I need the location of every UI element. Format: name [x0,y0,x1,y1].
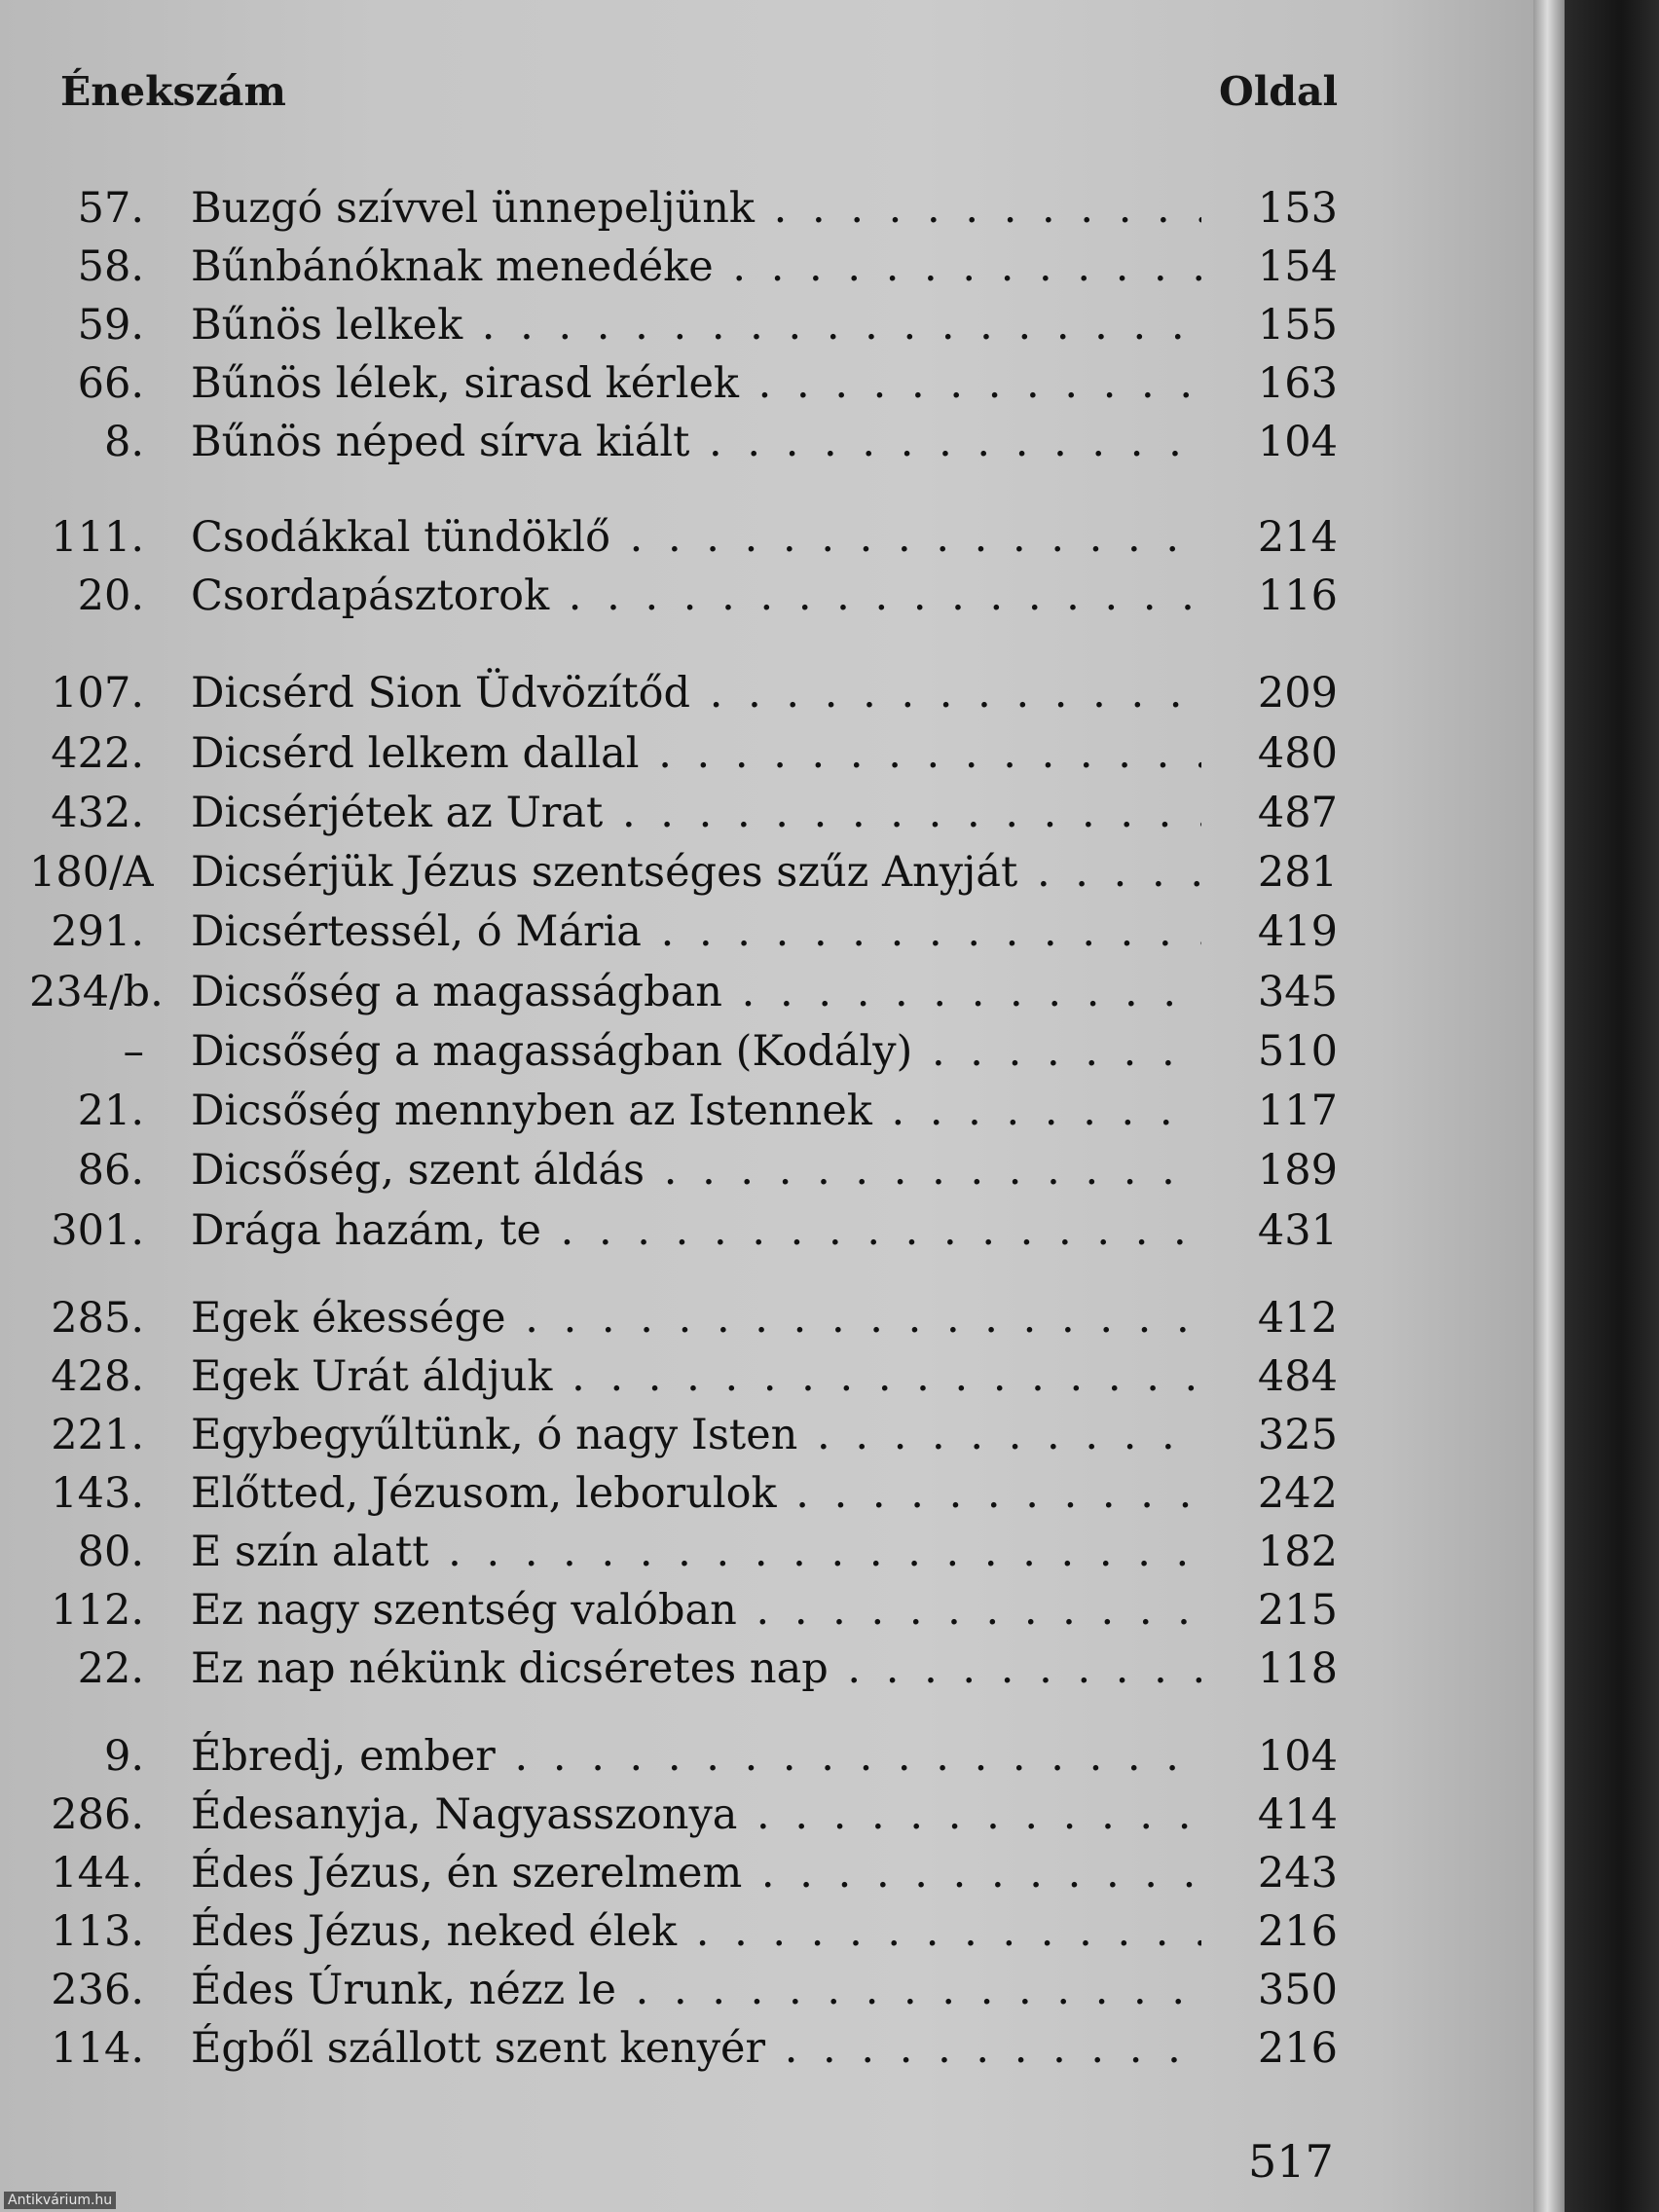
song-title: Drága hazám, te . . . [191,1202,1201,1259]
watermark: Antikvárium.hu [4,2192,116,2209]
page-number: 281 [1257,848,1338,897]
index-entry [0,1524,1533,1580]
column-header-page: Oldal [1219,68,1339,115]
song-title: Égből szállott szent kenyér . . . [191,2020,1201,2077]
song-title: Ez nagy szentség valóban . . . [191,1582,1201,1639]
song-number: 114. [51,2024,144,2073]
song-number: 432. [51,789,144,837]
page-number: 243 [1257,1849,1338,1898]
index-entry [0,964,1533,1020]
song-number: 422. [51,729,144,778]
page-number: 214 [1257,513,1338,562]
song-title: Bűnös lélek, sirasd kérlek . . . [191,355,1201,412]
index-entry [0,297,1533,353]
song-title: Édes Úrunk, nézz le . . . [191,1962,1201,2018]
index-entry [0,1787,1533,1843]
song-number: 285. [51,1294,144,1343]
page-number: 154 [1257,242,1338,291]
song-title: Dicsőség a magasságban . . . [191,964,1201,1020]
index-entry [0,1582,1533,1639]
page-number: 484 [1257,1352,1338,1401]
page-number: 104 [1257,1732,1338,1781]
song-number: 20. [77,571,144,620]
song-number: 59. [77,301,144,350]
index-entry [0,1903,1533,1960]
page-number: 419 [1257,907,1338,956]
song-title: Buzgó szívvel ünnepeljünk . . . [191,180,1201,237]
page-number: 431 [1257,1206,1338,1255]
index-entry [0,414,1533,470]
book-cover-edge [1565,0,1659,2212]
song-title: Csordapásztorok . . . [191,568,1201,624]
page-number: 412 [1257,1294,1338,1343]
song-number: 22. [77,1644,144,1693]
song-title: Egybegyűltünk, ó nagy Isten . . . [191,1407,1201,1463]
song-number: 301. [51,1206,144,1255]
page-number: 163 [1257,359,1338,408]
song-number: 107. [51,669,144,718]
song-title: Bűnös néped sírva kiált . . . [191,414,1201,470]
song-number: 143. [51,1469,144,1518]
page-number: 345 [1257,968,1338,1016]
song-number: 9. [103,1732,144,1781]
index-entry [0,2020,1533,2077]
page-number: 242 [1257,1469,1338,1518]
song-number: 113. [51,1907,144,1956]
page-folio-number: 517 [1248,2135,1334,2188]
song-title: Édes Jézus, neked élek . . . [191,1903,1201,1960]
song-title: Dicsérjétek az Urat . . . [191,785,1201,841]
index-entry [0,785,1533,841]
song-number: 21. [77,1087,144,1135]
index-entry [0,1348,1533,1405]
song-title: Bűnbánóknak menedéke . . . [191,239,1201,295]
page-number: 487 [1257,789,1338,837]
song-title: Dicsértessél, ó Mária . . . [191,903,1201,960]
page-number: 117 [1257,1087,1338,1135]
index-entry [0,355,1533,412]
song-number: – [123,1027,144,1076]
index-entry [0,239,1533,295]
song-title: Dicsőség mennyben az Istennek . . . [191,1083,1201,1139]
song-title: Ébredj, ember . . . [191,1728,1201,1785]
song-number: 236. [51,1966,144,2014]
index-entry [0,725,1533,782]
page-number: 189 [1257,1146,1338,1195]
index-entry [0,1962,1533,2018]
page-number: 155 [1257,301,1338,350]
song-title: Előtted, Jézusom, leborulok . . . [191,1465,1201,1522]
song-title: Dicsőség, szent áldás . . . [191,1142,1201,1198]
song-number: 428. [51,1352,144,1401]
song-number: 180/A [29,848,154,897]
page-number: 350 [1257,1966,1338,2014]
song-number: 111. [51,513,144,562]
page-number: 209 [1257,669,1338,718]
index-entry [0,180,1533,237]
index-entry [0,665,1533,721]
index-entry [0,509,1533,566]
song-number: 286. [51,1790,144,1839]
song-number: 66. [77,359,144,408]
index-entry [0,1641,1533,1697]
song-title: Egek ékessége . . . [191,1290,1201,1346]
song-title: Édes Jézus, én szerelmem . . . [191,1845,1201,1901]
index-entry [0,1202,1533,1259]
page-number: 414 [1257,1790,1338,1839]
index-entry [0,1290,1533,1346]
index-entry [0,1407,1533,1463]
song-title: E szín alatt . . . [191,1524,1201,1580]
index-entry [0,903,1533,960]
song-number: 221. [51,1411,144,1459]
page-number: 153 [1257,184,1338,233]
song-title: Csodákkal tündöklő . . . [191,509,1201,566]
song-number: 234/b. [29,968,164,1016]
index-entry [0,568,1533,624]
song-title: Egek Urát áldjuk . . . [191,1348,1201,1405]
index-entry [0,844,1533,901]
index-entry [0,1023,1533,1080]
song-title: Dicsérd Sion Üdvözítőd . . . [191,665,1201,721]
page-number: 216 [1257,1907,1338,1956]
song-number: 57. [77,184,144,233]
index-entry [0,1142,1533,1198]
page-number: 325 [1257,1411,1338,1459]
song-title: Dicsőség a magasságban (Kodály) . . . [191,1023,1201,1080]
page-number: 480 [1257,729,1338,778]
page-number: 116 [1257,571,1338,620]
song-number: 144. [51,1849,144,1898]
song-number: 8. [103,418,144,466]
song-number: 291. [51,907,144,956]
page-number: 104 [1257,418,1338,466]
song-title: Dicsérd lelkem dallal . . . [191,725,1201,782]
column-header-song-number: Énekszám [60,68,286,115]
index-entry [0,1728,1533,1785]
page-number: 118 [1257,1644,1338,1693]
index-entry [0,1083,1533,1139]
song-number: 80. [77,1528,144,1576]
page-number: 216 [1257,2024,1338,2073]
song-number: 86. [77,1146,144,1195]
index-entry [0,1845,1533,1901]
song-number: 58. [77,242,144,291]
song-number: 112. [51,1586,144,1635]
page-number: 215 [1257,1586,1338,1635]
song-title: Édesanyja, Nagyasszonya . . . [191,1787,1201,1843]
page-number: 510 [1257,1027,1338,1076]
index-entry [0,1465,1533,1522]
song-title: Ez nap nékünk dicséretes nap . . . [191,1641,1201,1697]
song-title: Bűnös lelkek . . . [191,297,1201,353]
page-edge [1533,0,1565,2212]
song-title: Dicsérjük Jézus szentséges szűz Anyját . . . [191,844,1201,901]
page-number: 182 [1257,1528,1338,1576]
